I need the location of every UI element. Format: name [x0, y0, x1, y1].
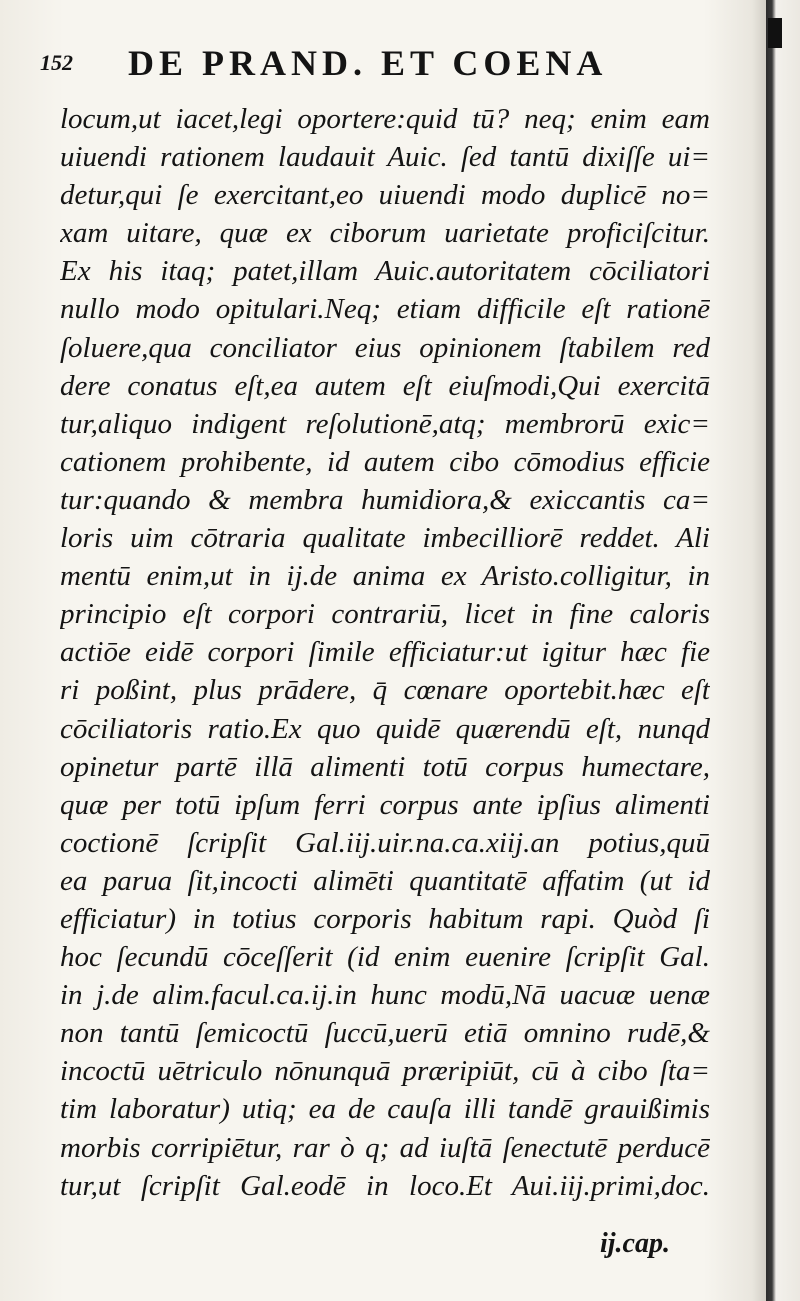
facing-page-edge — [766, 0, 800, 1301]
text-line: principio eſt corpori contrariū, licet in fine caloris — [60, 598, 710, 631]
text-line: opinetur partē illā alimenti totū corpus humectare, — [60, 750, 710, 783]
page-number: 152 — [40, 50, 73, 75]
text-line: ſoluere,qua conciliator eius opinionem ſtabilem red — [60, 331, 710, 364]
text-line: hoc ſecundū cōceſſerit (id enim euenire ſcripſit Gal. — [60, 941, 710, 974]
text-line: morbis corripiētur, rar ò q; ad iuſtā ſenectutē perducē — [60, 1131, 710, 1164]
text-line: cōciliatoris ratio.Ex quo quidē quærendū eſt, nunqd — [60, 712, 710, 745]
text-line: ea parua ſit,incocti alimēti quantitatē affatim (ut id — [60, 864, 710, 897]
text-line: actiōe eidē corpori ſimile efficiatur:ut igitur hæc fie — [60, 636, 710, 669]
text-line: tur,aliquo indigent reſolutionē,atq; membrorū exic= — [60, 407, 710, 440]
text-line: xam uitare, quæ ex ciborum uarietate proficiſcitur. — [60, 217, 710, 250]
text-line: mentū enim,ut in ij.de anima ex Aristo.colligitur, in — [60, 560, 710, 593]
text-line: tur,ut ſcripſit Gal.eodē in loco.Et Aui.iij.primi,doc. — [60, 1169, 710, 1202]
text-line: efficiatur) in totius corporis habitum rapi. Quòd ſi — [60, 902, 710, 935]
text-line: detur,qui ſe exercitant,eo uiuendi modo duplicē no= — [60, 179, 710, 212]
text-line: incoctū uētriculo nōnunquā præripiūt, cū à cibo ſta= — [60, 1055, 710, 1088]
text-line: quæ per totū ipſum ferri corpus ante ipſius alimenti — [60, 788, 710, 821]
body-text — [60, 100, 710, 1205]
text-line: non tantū ſemicoctū ſuccū,uerū etiā omnino rudē,& — [60, 1017, 710, 1050]
text-line: locum,ut iacet,legi oportere:quid tū? neq; enim eam — [60, 103, 710, 135]
text-line: cationem prohibente, id autem cibo cōmodius efficie — [60, 445, 710, 478]
text-line: nullo modo opitulari.Neq; etiam difficile eſt rationē — [60, 293, 710, 326]
text-line: tur:quando & membra humidiora,& exiccantis ca= — [60, 483, 710, 516]
text-line: loris uim cōtraria qualitate imbecilliorē reddet. Ali — [60, 522, 710, 555]
text-line: dere conatus eſt,ea autem eſt eiuſmodi,Qui exercitā — [60, 369, 710, 402]
text-line: ri poßint, plus prādere, q̄ cœnare oportebit.hæc eſt — [60, 674, 710, 707]
text-line: uiuendi rationem laudauit Auic. ſed tantū dixiſſe ui= — [60, 141, 710, 174]
text-line: coctionē ſcripſit Gal.iij.uir.na.ca.xiij.an potius,quū — [60, 826, 710, 859]
text-line: tim laboratur) utiq; ea de cauſa illi tandē grauißimis — [60, 1093, 710, 1126]
text-line: Ex his itaq; patet,illam Auic.autoritatem cōciliatori — [60, 255, 710, 288]
catchword: ij.cap. — [600, 1228, 670, 1259]
text-line: in j.de alim.facul.ca.ij.in hunc modū,Nā uacuæ uenæ — [60, 979, 710, 1012]
running-head: DE PRAND. ET COENA — [128, 43, 608, 83]
page-header — [40, 42, 700, 82]
